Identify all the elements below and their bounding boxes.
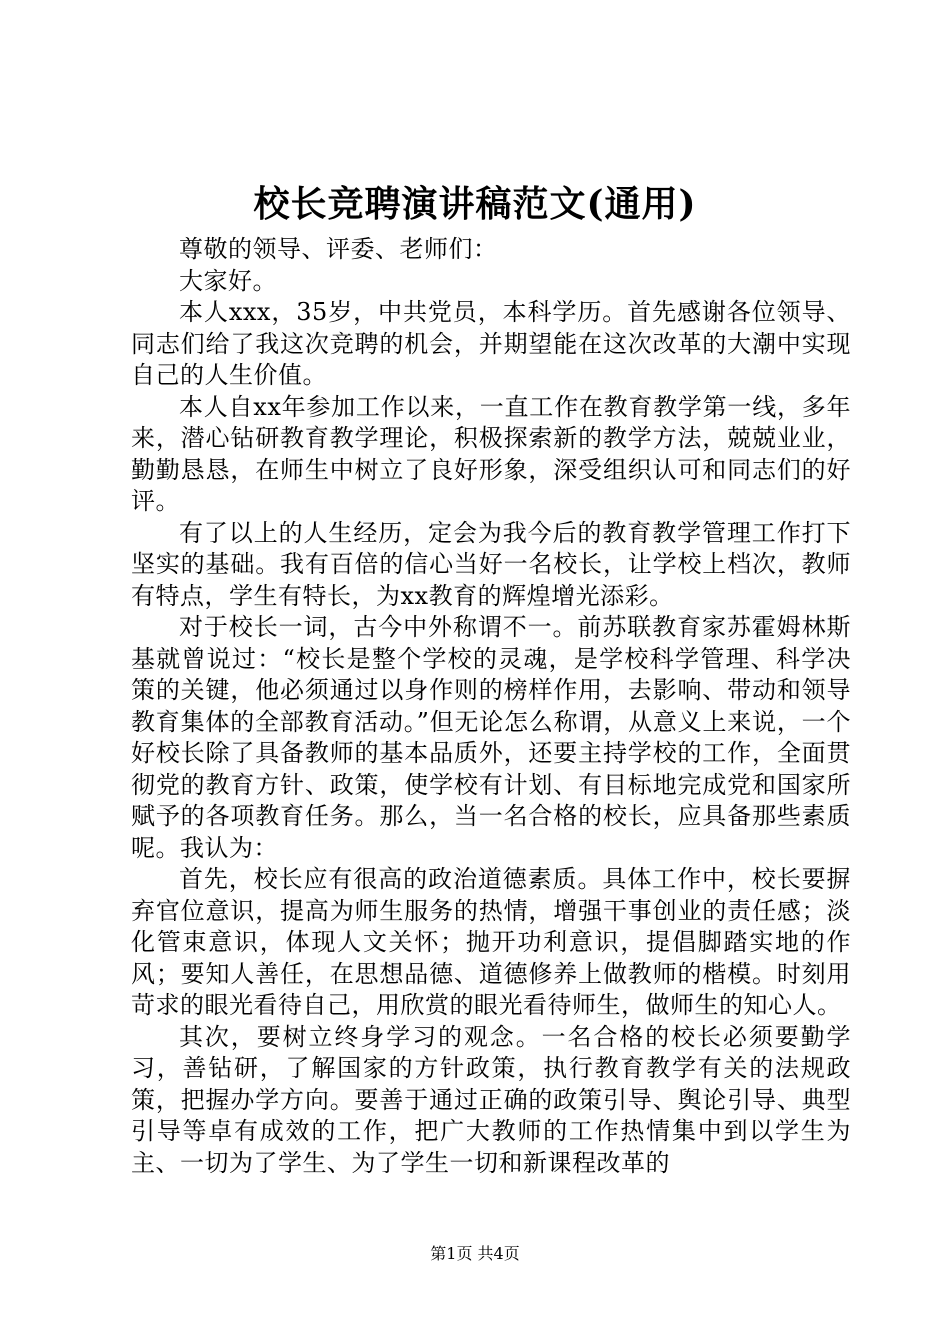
page-number-footer: 第1页 共4页 bbox=[430, 1244, 520, 1263]
paragraph-first-point: 首先，校长应有很高的政治道德素质。具体工作中，校长要摒弃官位意识，提高为师生服务的热情，增强干事创业的责任感；淡化管束意识，体现人文关怀；抛开功利意识，提倡脚踏实地的作风；要知人善任，在思想品德、道德修养上做教师的楷模。时刻用苛求的眼光看待自己，用欣赏的眼光看待师生，做师生的知心人。 bbox=[131, 865, 851, 1019]
paragraph-salutation: 尊敬的领导、评委、老师们： bbox=[179, 235, 498, 263]
paragraph-greeting: 大家好。 bbox=[179, 266, 277, 295]
paragraph-work-experience: 本人自xx年参加工作以来，一直工作在教育教学第一线，多年来，潜心钻研教育教学理论，积极探索新的教学方法，兢兢业业，勤勤恳恳，在师生中树立了良好形象，深受组织认可和同志们的好评。 bbox=[131, 392, 851, 515]
document-title: 校长竞聘演讲稿范文(通用) bbox=[253, 183, 697, 225]
paragraph-confidence: 有了以上的人生经历，定会为我今后的教育教学管理工作打下坚实的基础。我有百倍的信心当好一名校长，让学校上档次，教师有特点，学生有特长，为xx教育的辉煌增光添彩。 bbox=[131, 518, 851, 610]
document-body bbox=[131, 234, 851, 1179]
paragraph-second-point: 其次，要树立终身学习的观念。一名合格的校长必须要勤学习，善钻研，了解国家的方针政策，执行教育教学有关的法规政策，把握办学方向。要善于通过正确的政策引导、舆论引导、典型引导等卓有成效的工作，把广大教师的工作热情集中到以学生为主、一切为了学生、为了学生一切和新课程改革的 bbox=[131, 1022, 851, 1177]
paragraph-principal-definition: 对于校长一词，古今中外称谓不一。前苏联教育家苏霍姆林斯基就曾说过：“校长是整个学校的灵魂，是学校科学管理、科学决策的关键，他必须通过以身作则的榜样作用，去影响、带动和领导教育集体的全部教育活动。”但无论怎么称谓，从意义上来说，一个好校长除了具备教师的基本品质外，还要主持学校的工作，全面贯彻党的教育方针、政策，使学校有计划、有目标地完成党和国家所赋予的各项教育任务。那么，当一名合格的校长，应具备那些素质呢。我认为： bbox=[131, 613, 851, 862]
paragraph-self-intro: 本人xxx，35岁，中共党员，本科学历。首先感谢各位领导、同志们给了我这次竞聘的机会，并期望能在这次改革的大潮中实现自己的人生价值。 bbox=[131, 298, 851, 389]
